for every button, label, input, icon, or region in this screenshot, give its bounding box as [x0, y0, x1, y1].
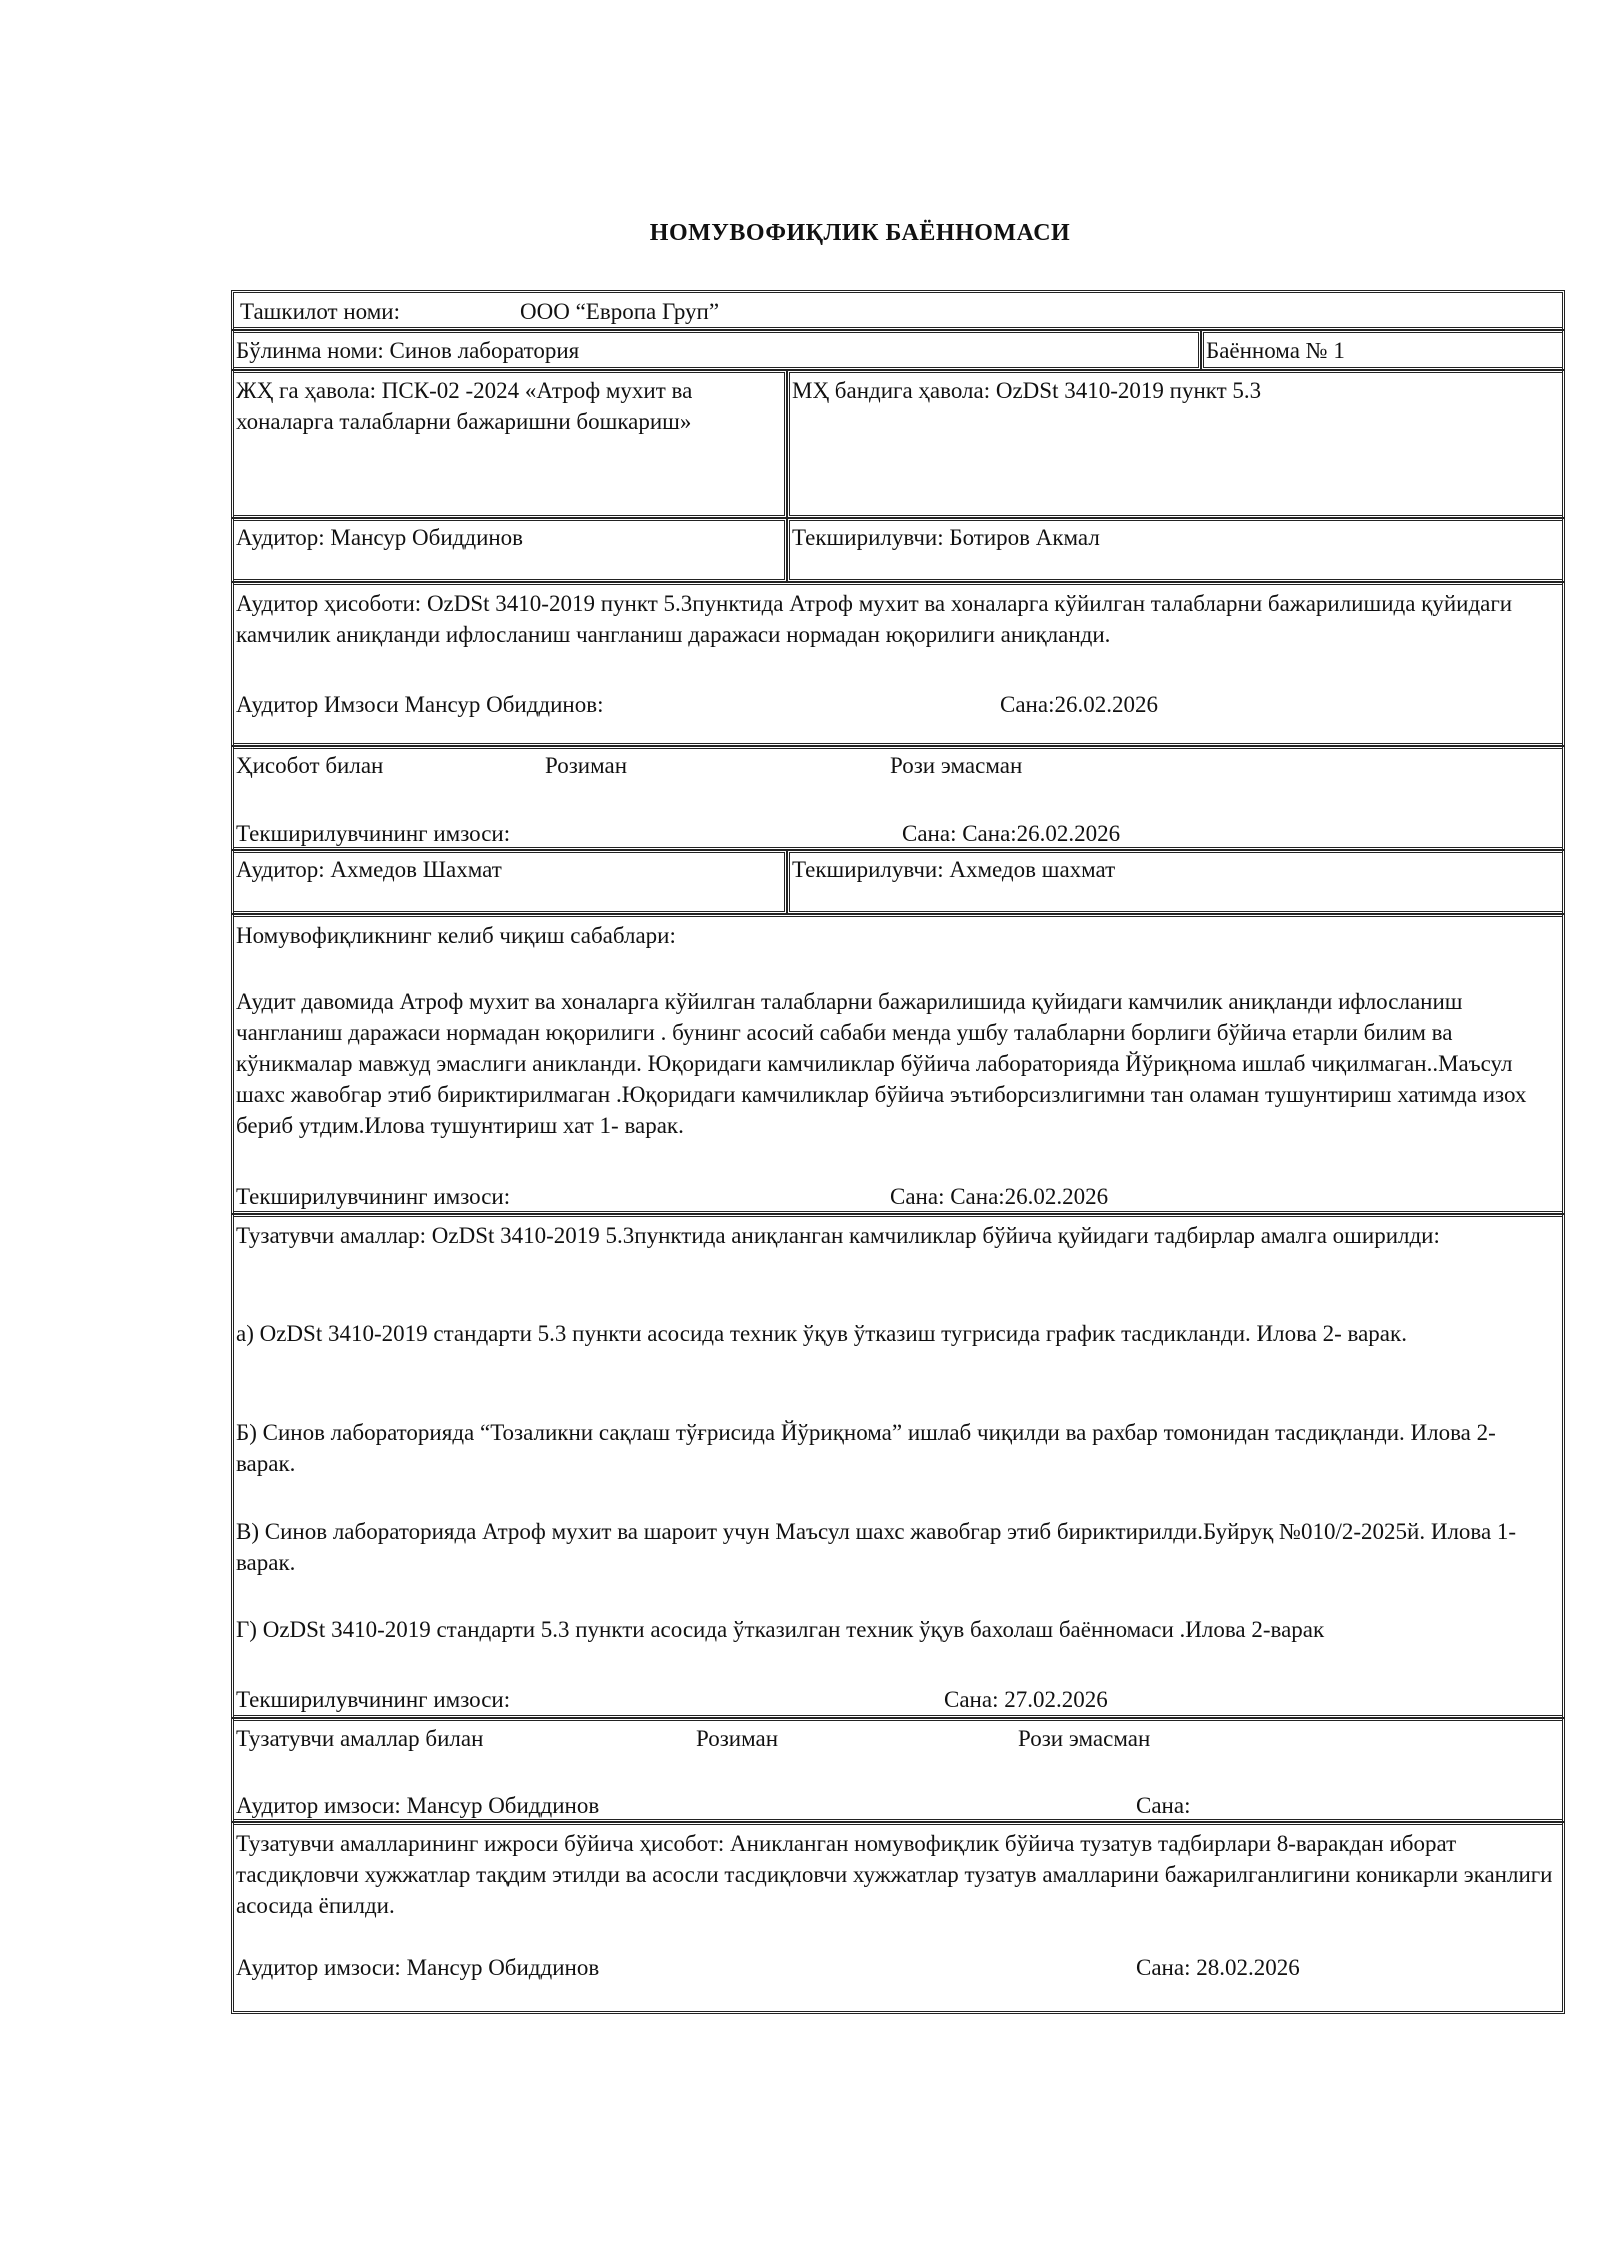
report-date: Сана:26.02.2026: [1000, 692, 1158, 717]
auditor-date: Сана: 28.02.2026: [1136, 1955, 1300, 1980]
ref-doc-line2: хоналарга талабларни бажаришни бошкариш»: [236, 409, 692, 434]
report-number: Баённома № 1: [1206, 338, 1345, 363]
disagree-option: Рози эмасман: [1018, 1726, 1151, 1751]
org-label: Ташкилот номи:: [240, 299, 400, 324]
page-title: НОМУВОФИҚЛИК БАЁННОМАСИ: [649, 220, 1071, 246]
agreement-label: Ҳисобот билан: [236, 753, 384, 778]
auditee2: Текширилувчи: Ахмедов шахмат: [792, 857, 1116, 882]
ref-std: МҲ бандига ҳавола: OzDSt 3410-2019 пункт 5.3: [792, 378, 1262, 403]
auditor-date: Сана:: [1136, 1793, 1191, 1818]
org-value: ООО “Европа Груп”: [520, 299, 720, 324]
causes-text: Аудит давомида Атроф мухит ва хоналарга кўйилган талабларни бажарилишида қуйидаги камчилик аниқланди ифлосланиш чангланиш даражаси нормадан юқорилиги . бунинг асосий сабаби менда ушбу талабларни борлиги бўйича етарли билим ва кўникмалар мавжуд эмаслиги аникланди. Юқоридаги камчиликлар бўйича лабораторияда Йўриқнома ишлаб чиқилмаган..Маъсул шахс жавобгар этиб бириктирилмаган .Юқоридаги камчиликлар бўйича эътиборсизлигимни тан оламан тушунтириш хатимда изох бериб утдим.Илова тушунтириш хат 1- варак.: [236, 989, 1527, 1138]
auditee-signature: Текширилувчининг имзоси:: [236, 1184, 511, 1209]
auditor-signature: Аудитор имзоси: Мансур Обиддинов: [236, 1955, 600, 1980]
actions-agreement-label: Тузатувчи амаллар билан: [236, 1726, 484, 1751]
auditee-date: Сана: 27.02.2026: [944, 1687, 1108, 1712]
ref-doc-line1: ЖҲ га ҳавола: ПСК-02 -2024 «Атроф мухит ва: [236, 378, 693, 403]
causes-label: Номувофиқликнинг келиб чиқиш сабаблари:: [236, 923, 676, 948]
report-signature: Аудитор Имзоси Мансур Обиддинов:: [236, 692, 604, 717]
auditor-signature: Аудитор имзоси: Мансур Обиддинов: [236, 1793, 600, 1818]
disagree-option: Рози эмасман: [890, 753, 1023, 778]
auditor1: Аудитор: Мансур Обиддинов: [236, 525, 524, 550]
action-v: В) Синов лабораторияда Атроф мухит ва шароит учун Маъсул шахс жавобгар этиб бириктирилди.Буйруқ №010/2-2025й. Илова 1- варак.: [236, 1519, 1517, 1575]
report-text: Аудитор ҳисоботи: OzDSt 3410-2019 пункт 5.3пунктида Атроф мухит ва хоналарга кўйилган талабларни бажарилишида қуйидаги камчилик аниқланди ифлосланиш чангланиш даражаси нормадан юқорилиги аниқланди.: [236, 591, 1513, 647]
auditee-date: Сана: Сана:26.02.2026: [902, 821, 1121, 846]
action-g: Г) OzDSt 3410-2019 стандарти 5.3 пункти асосида ўтказилган техник ўқув бахолаш баённомаси .Илова 2-варак: [236, 1617, 1325, 1642]
auditee1: Текширилувчи: Ботиров Акмал: [792, 525, 1100, 550]
action-a: а) OzDSt 3410-2019 стандарти 5.3 пункти асосида техник ўқув ўтказиш тугрисида график тасдикланди. Илова 2- варак.: [236, 1321, 1407, 1346]
org-row: [231, 290, 1565, 330]
auditee-signature: Текширилувчининг имзоси:: [236, 821, 511, 846]
agree-option: Розиман: [696, 1726, 779, 1751]
agree-option: Розиман: [545, 753, 628, 778]
execution-text: Тузатувчи амалларининг ижроси бўйича ҳисобот: Аникланган номувофиқлик бўйича тузатув тадбирлари 8-варакдан иборат тасдиқловчи хужжатлар тақдим этилди ва асосли тасдиқловчи хужжатлар тузатув амалларини бажарилганлигини коникарли эканлиги асосида ёпилди.: [236, 1831, 1553, 1918]
department-name: Бўлинма номи: Синов лаборатория: [236, 338, 580, 363]
auditor2: Аудитор: Ахмедов Шахмат: [236, 857, 502, 882]
auditee-date: Сана: Сана:26.02.2026: [890, 1184, 1109, 1209]
action-b: Б) Синов лабораторияда “Тозаликни сақлаш тўғрисида Йўриқнома” ишлаб чиқилди ва рахбар томонидан тасдиқланди. Илова 2- варак.: [236, 1420, 1496, 1476]
actions-intro: Тузатувчи амаллар: OzDSt 3410-2019 5.3пунктида аниқланган камчиликлар бўйича қуйидаги тадбирлар амалга оширилди:: [236, 1223, 1440, 1248]
auditee-signature: Текширилувчининг имзоси:: [236, 1687, 511, 1712]
